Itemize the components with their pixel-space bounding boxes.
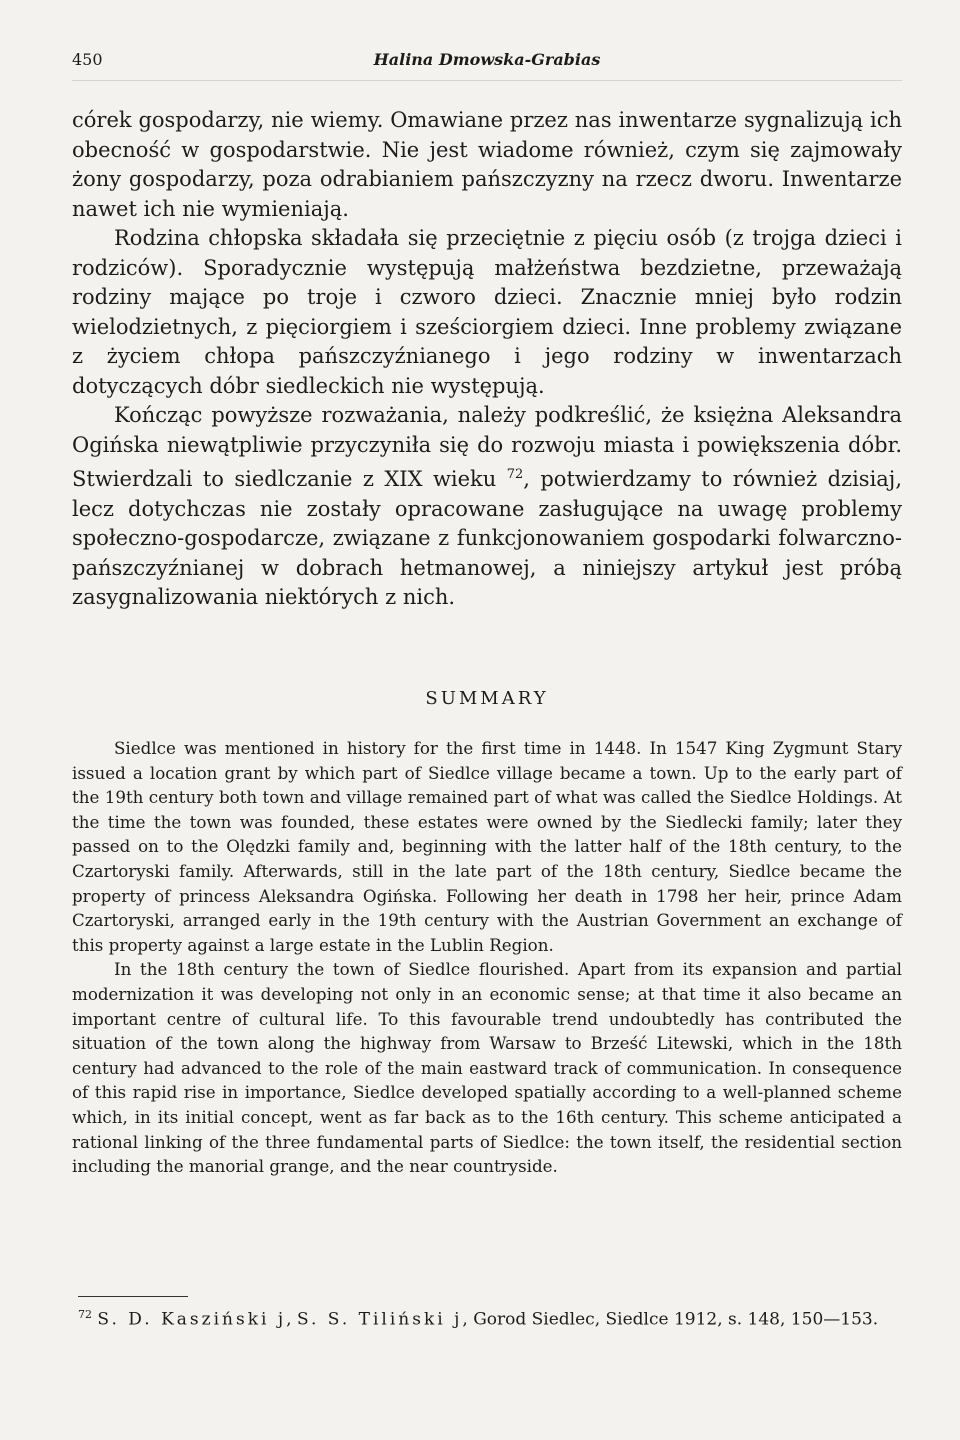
main-text [72, 106, 902, 613]
footnote-author-1: S. D. Kasziński j [97, 1309, 287, 1330]
paragraph-2: Rodzina chłopska składała się przeciętnie z pięciu osób (z trojga dzieci i rodziców). Sporadycznie występują małżeństwa bezdzietne, przeważają rodziny mające po troje i czworo dzieci. Znacznie mniej było rodzin wielodzietnych, z pięciorgiem i sześciorgiem dzieci. Inne problemy związane z życiem chłopa pańszczyźnianego i jego rodziny w inwentarzach dotyczących dóbr siedleckich nie występują. [72, 226, 902, 398]
summary-text [72, 736, 902, 1179]
summary-paragraph-2: In the 18th century the town of Siedlce flourished. Apart from its expansion and partial modernization it was developing not only in an economic sense; at that time it also became an important centre of cultural life. To this favourable trend undoubtedly has contributed the situation of the town along the highway from Warsaw to Brześć Litewski, which in the 18th century had advanced to the role of the main eastward track of communication. In consequence of this rapid rise in importance, Siedlce developed spatially according to a well-planned scheme which, in its initial concept, went as far back as to the 16th century. This scheme anticipated a rational linking of the three fundamental parts of Siedlce: the town itself, the residential section including the manorial grange, and the near countryside. [72, 959, 902, 1177]
footnote-reference: 72 [506, 467, 524, 482]
footnote: $^{72}$ S. D. Kasziński j, S. S. Tiliński j, Gorod Siedlec, Siedlce 1912, s. 148, 150—153. [78, 1308, 879, 1330]
footnote-number: 72 [78, 1308, 92, 1321]
paragraph-3 [72, 401, 902, 613]
summary-heading: SUMMARY [425, 688, 549, 709]
summary-paragraph-1: Siedlce was mentioned in history for the first time in 1448. In 1547 King Zygmunt Stary issued a location grant by which part of Siedlce village became a town. Up to the early part of the 19th century both town and village remained part of what was called the Siedlce Holdings. At the time the town was founded, these estates were owned by the Siedlecki family; later they passed on to the Olędzki family and, beginning with the latter half of the 18th century, to the Czartoryski family. Afterwards, still in the late part of the 18th century, Siedlce became the property of princess Aleksandra Ogińska. Following her death in 1798 her heir, prince Adam Czartoryski, arranged early in the 19th century with the Austrian Government an exchange of this property against a large estate in the Lublin Region. [72, 738, 902, 955]
paragraph-3-text-a: Kończąc powyższe rozważania, należy podkreślić, że księżna Aleksandra Ogińska niewątpliwie przyczyniła się do rozwoju miasta i powiększenia dóbr. Stwierdzali to siedlczanie z XIX wieku [72, 403, 902, 491]
page-number: 450 [72, 50, 103, 69]
footnote-citation: Gorod Siedlec, Siedlce 1912, s. 148, 150—153. [473, 1309, 879, 1330]
footnote-author-2: S. S. Tiliński j [296, 1309, 463, 1330]
paragraph-1: córek gospodarzy, nie wiemy. Omawiane przez nas inwentarze sygnalizują ich obecność w gospodarstwie. Nie jest wiadome również, czym się zajmowały żony gospodarzy, poza odrabianiem pańszczyzny na rzecz dworu. Inwentarze nawet ich nie wymieniają. [72, 108, 902, 221]
header-rule [72, 80, 902, 81]
page-header [72, 50, 902, 76]
paragraph-3-text-b: , potwierdzamy to również dzisiaj, lecz dotychczas nie zostały opracowane zasługujące na uwagę problemy społeczno-gospodarcze, związane z funkcjonowaniem gospodarki folwarczno-pańszczyźnianej w dobrach hetmanowej, a niniejszy artykuł jest próbą zasygnalizowania niektórych z nich. [72, 467, 902, 609]
running-head: Halina Dmowska-Grabias [373, 50, 601, 69]
footnote-rule [78, 1296, 188, 1297]
